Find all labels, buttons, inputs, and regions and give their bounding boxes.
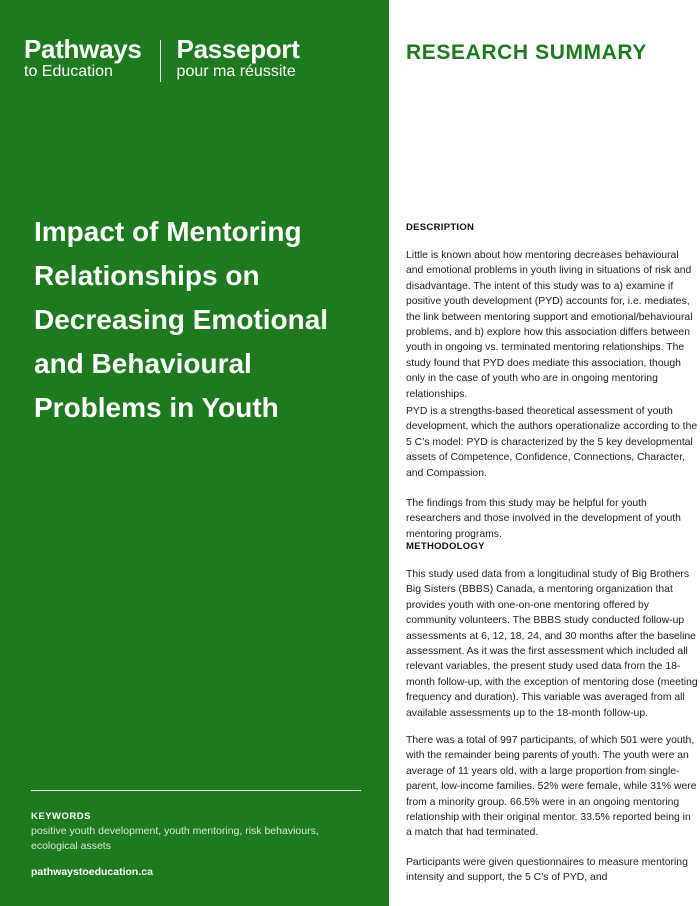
logo-en-sub: to Education: [24, 63, 113, 80]
logo: [24, 36, 300, 82]
logo-en-main: Pathways: [24, 34, 142, 64]
logo-fr-main: Passeport: [176, 34, 300, 64]
logo-divider: [160, 40, 161, 82]
website-link[interactable]: pathwaystoeducation.ca: [31, 866, 153, 878]
page-title: Impact of Mentoring Relationships on Decreasing Emotional and Behavioural Problems in Youth: [34, 216, 329, 423]
divider: [31, 790, 361, 791]
description-paragraph-2: PYD is a strengths-based theoretical assessment of youth development, which the authors operationalize according to the 5 C’s model: PYD is characterized by the 5 key developmental assets of Competence, Confidence, Connections, Character, and Compassion.: [406, 406, 698, 479]
right-panel: [389, 0, 700, 906]
keywords-text: positive youth development, youth mentoring, risk behaviours, ecological assets: [31, 825, 319, 852]
research-summary-header: RESEARCH SUMMARY: [406, 41, 647, 64]
description-paragraph-3: The findings from this study may be helpful for youth researchers and those involved in the development of youth mentoring programs.: [406, 498, 681, 540]
logo-french: [177, 36, 300, 80]
methodology-paragraph-2: There was a total of 997 participants, of which 501 were youth, with the remainder being parents of youth. The youth were an average of 11 years old, with a large proportion from single-parent, low-income families. 52% were female, while 31% were from a minority group. 66.5% were in an ongoing mentoring relationship with their original mentor. 33.5% reported being in a match that had terminated.: [406, 735, 697, 839]
methodology-heading: METHODOLOGY: [406, 541, 485, 552]
description-heading: DESCRIPTION: [406, 222, 475, 233]
logo-english: [24, 36, 142, 80]
description-paragraph-1: Little is known about how mentoring decreases behavioural and emotional problems in youth living in situations of risk and disadvantage. The intent of this study was to a) examine if positive youth development (PYD) accounts for, i.e. mediates, the link between mentoring support and emotional/behavioural problems, and b) explore how this association differs between youth in ongoing vs. terminated mentoring relationships. The study found that PYD does mediate this association, though only in the case of youth who are in ongoing mentoring relationships.: [406, 250, 693, 400]
logo-fr-sub: pour ma réussite: [176, 63, 296, 80]
keywords-heading: KEYWORDS: [31, 811, 91, 822]
methodology-paragraph-3: Participants were given questionnaires to measure mentoring intensity and support, the 5 C’s of PYD, and: [406, 857, 688, 884]
methodology-paragraph-1: This study used data from a longitudinal study of Big Brothers Big Sisters (BBBS) Canada, a mentoring organization that provides youth with one-on-one mentoring offered by community volunteers. The BBBS study conducted follow-up assessments at 6, 12, 18, 24, and 30 months after the baseline assessment. As it was the first assessment which included all relevant variables, the present study used data from the 18-month follow-up, with the exception of mentoring dose (meeting frequency and duration). This variable was averaged from all available assessments up to the 18-month follow-up.: [406, 569, 698, 719]
